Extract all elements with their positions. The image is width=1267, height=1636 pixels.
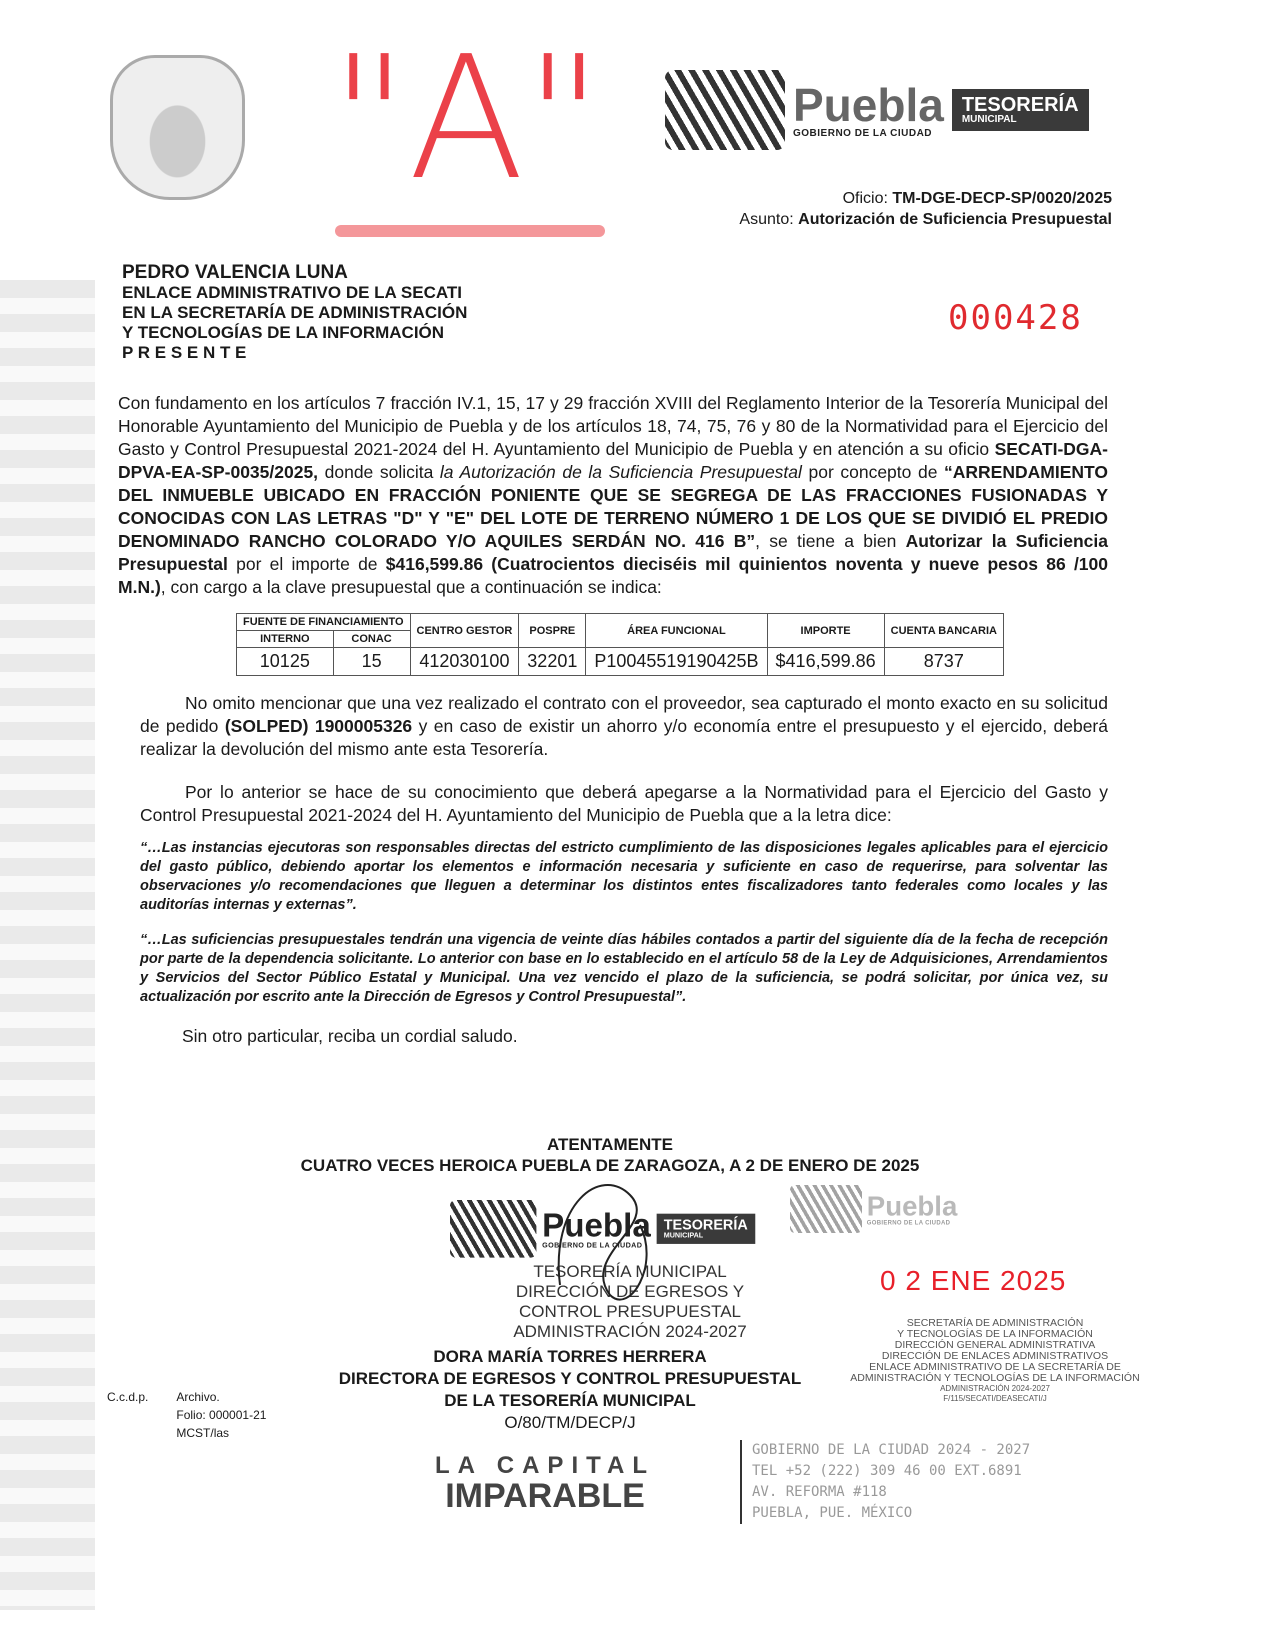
stamp-line: CONTROL PRESUPUESTAL: [519, 1302, 741, 1321]
td: 10125: [237, 648, 334, 676]
logo-sub: GOBIERNO DE LA CIUDAD: [542, 1241, 643, 1250]
secati-stamp-logo: [790, 1185, 957, 1233]
asunto: Autorización de Suficiencia Presupuestal: [798, 211, 1112, 228]
th: FUENTE DE FINANCIAMIENTO: [237, 614, 411, 631]
signer-title: DIRECTORA DE EGRESOS Y CONTROL PRESUPUESTAL: [338, 1369, 802, 1388]
paragraph-2: [140, 692, 1108, 761]
recipient-name: PEDRO VALENCIA LUNA: [122, 262, 348, 283]
stamp-line: Y TECNOLOGÍAS DE LA INFORMACIÓN: [897, 1328, 1093, 1340]
logo-text: Puebla: [793, 78, 944, 131]
oficio-ref: SECATI-DGA-DPVA-EA-SP-0035/2025,: [118, 439, 1108, 482]
handwritten-mark: "A": [330, 20, 603, 218]
contact-line: PUEBLA, PUE. MÉXICO: [752, 1505, 913, 1521]
text: Con fundamento en los artículos 7 fracción IV.1, 15, 17 y 29 fracción XVIII del Reglamento Interior de la Tesorería Municipal del Honorable Ayuntamiento del Municipio de Puebla y de los artículos 18, 74, 75, 76 y 80 de la Normatividad para el Ejercicio del Gasto y Control Presupuestal 2021-2024 del H. Ayuntamiento del Municipio de Puebla y en atención a su oficio: [118, 393, 1108, 459]
handwritten-signature: [540, 1165, 680, 1315]
logo-icon: [665, 70, 785, 150]
quote-2: “…Las suficiencias presupuestales tendrán una vigencia de veinte días hábiles contados a partir del siguiente día de la fecha de recepción por parte de la dependencia solicitante. Lo anterior con base en lo establecido en el artículo 58 de la Ley de Adquisiciones, Arrendamientos y Servicios del Sector Público Estatal y Municipal. Una vez vencido el plazo de la suficiencia, se podrá solicitar, por única vez, su actualización por escrito ante la Dirección de Egresos y Control Presupuestal”.: [140, 932, 1108, 1005]
recipient-line: Y TECNOLOGÍAS DE LA INFORMACIÓN: [122, 323, 445, 342]
table-row: [237, 648, 1004, 676]
contact-line: AV. REFORMA #118: [752, 1484, 887, 1500]
th: CUENTA BANCARIA: [884, 614, 1003, 648]
closing: Sin otro particular, reciba un cordial saludo.: [182, 1026, 518, 1046]
paragraph-1: [118, 392, 1108, 599]
place-date: CUATRO VECES HEROICA PUEBLA DE ZARAGOZA, A 2 DE ENERO DE 2025: [300, 1156, 920, 1175]
logo-text: Puebla: [542, 1206, 651, 1244]
oficio-block: [739, 188, 1112, 230]
text: y en caso de existir un ahorro y/o economía entre el presupuesto y el ejercido, deberá realizar la devolución del mismo ante esta Tesorería.: [140, 716, 1108, 759]
th: CENTRO GESTOR: [410, 614, 519, 648]
received-date-stamp: 0 2 ENE 2025: [880, 1265, 1067, 1296]
text: por el importe de: [227, 554, 386, 574]
signer: [200, 1346, 940, 1434]
th: CONAC: [333, 631, 410, 648]
recipient: [122, 263, 467, 363]
recipient-line: EN LA SECRETARÍA DE ADMINISTRACIÓN: [122, 303, 468, 322]
oficio-label: Oficio:: [842, 190, 888, 207]
td: $416,599.86: [767, 648, 884, 676]
logo-text: Puebla: [866, 1190, 958, 1222]
folio-number: 000428: [948, 298, 1083, 338]
stamp-line: ADMINISTRACIÓN 2024-2027: [513, 1322, 747, 1341]
puebla-tesoreria-logo: [665, 70, 1089, 150]
signer-name: DORA MARÍA TORRES HERRERA: [433, 1347, 707, 1366]
handwritten-underline: [335, 225, 605, 237]
stamp-line: SECRETARÍA DE ADMINISTRACIÓN: [906, 1317, 1084, 1329]
th: POSPRE: [519, 614, 586, 648]
slogan-line: LA CAPITAL: [435, 1452, 655, 1479]
text: donde solicita: [318, 462, 440, 482]
td: P10045519190425B: [586, 648, 767, 676]
budget-table: [236, 613, 1004, 676]
reference-code: O/80/TM/DECP/J: [504, 1413, 636, 1432]
atentamente: ATENTAMENTE: [547, 1135, 673, 1154]
tesoreria: TESORERÍA: [663, 1217, 748, 1234]
importe: $416,599.86 (Cuatrocientos dieciséis mil quinientos noventa y nueve pesos 86 /100 M.N.): [118, 554, 1108, 597]
oficio-number: TM-DGE-DECP-SP/0020/2025: [892, 190, 1112, 207]
text: la Autorización de la Suficiencia Presupuestal: [439, 462, 802, 482]
th: ÁREA FUNCIONAL: [586, 614, 767, 648]
stamp-line: ADMINISTRACIÓN Y TECNOLOGÍAS DE LA INFORMACIÓN: [850, 1372, 1140, 1384]
td: 32201: [519, 648, 586, 676]
asunto-label: Asunto:: [739, 211, 794, 228]
tesoreria: TESORERÍA: [961, 94, 1079, 116]
td: 15: [333, 648, 410, 676]
municipal: MUNICIPAL: [961, 114, 1017, 125]
signer-title: DE LA TESORERÍA MUNICIPAL: [444, 1391, 696, 1410]
contact-info: [740, 1440, 1030, 1524]
stamp-line: ENLACE ADMINISTRATIVO DE LA SECRETARÍA DE: [869, 1361, 1121, 1373]
text: , se tiene a bien: [755, 531, 906, 551]
logo-icon: [450, 1200, 536, 1258]
contact-line: TEL +52 (222) 309 46 00 EXT.6891: [752, 1463, 1022, 1479]
contact-line: GOBIERNO DE LA CIUDAD 2024 - 2027: [752, 1442, 1031, 1458]
quote-1: “…Las instancias ejecutoras son responsables directas del estricto cumplimiento de las disposiciones legales aplicables para el ejercicio del gasto público, debiendo aportar los elementos e información necesaria y suficiente en caso de requerirse, para solventar las observaciones y/o recomendaciones que lleguen a determinar los distintos entes fiscalizadores tanto federales como locales y las auditorías internas y externas”.: [140, 840, 1108, 913]
stamp-line: TESORERÍA MUNICIPAL: [533, 1262, 727, 1281]
logo-sub: GOBIERNO DE LA CIUDAD: [793, 127, 933, 139]
concepto: “ARRENDAMIENTO DEL INMUEBLE UBICADO EN FRACCIÓN PONIENTE QUE SE SEGREGA DE LAS FRACCIONES FUSIONADAS Y CONOCIDAS CON LAS LETRAS "D" Y "E" DEL LOTE DE TERRENO NÚMERO 1 DE LOS QUE SE DIVIDIÓ EL PREDIO DENOMINADO RANCHO COLORADO Y/O AQUILES SERDÁN NO. 416 B”: [118, 462, 1108, 551]
paragraph-3: Por lo anterior se hace de su conocimiento que deberá apegarse a la Normatividad para el Ejercicio del Gasto y Control Presupuestal 2021-2024 del H. Ayuntamiento del Municipio de Puebla que a la letra dice:: [140, 782, 1108, 825]
th: INTERNO: [237, 631, 334, 648]
stamp-line: DIRECCIÓN DE ENLACES ADMINISTRATIVOS: [881, 1350, 1109, 1362]
tesoreria-badge: [952, 89, 1089, 131]
municipal: MUNICIPAL: [663, 1231, 704, 1240]
ccp-line: Archivo.: [176, 1390, 220, 1404]
td: 8737: [884, 648, 1003, 676]
text: No omito mencionar que una vez realizado el contrato con el proveedor, sea capturado el monto exacto en su solicitud de pedido: [140, 693, 1108, 736]
stamp-line: DIRECCIÓN GENERAL ADMINISTRATIVA: [894, 1339, 1096, 1351]
th: IMPORTE: [767, 614, 884, 648]
ccp-line: MCST/las: [176, 1426, 230, 1440]
slogan: [435, 1452, 655, 1515]
stamp-line: DIRECCIÓN DE EGRESOS Y: [515, 1282, 745, 1301]
td: 412030100: [410, 648, 519, 676]
text: Autorizar la Suficiencia Presupuestal: [118, 531, 1108, 574]
presente: P R E S E N T E: [122, 343, 247, 362]
decorative-border: [0, 280, 95, 1610]
city-seal-logo: [110, 55, 245, 200]
logo-icon: [790, 1185, 862, 1233]
ccp-label: C.c.d.p.: [107, 1390, 149, 1404]
ccp-line: Folio: 000001-21: [176, 1408, 267, 1422]
recipient-line: ENLACE ADMINISTRATIVO DE LA SECATI: [122, 283, 462, 302]
slogan-line: IMPARABLE: [445, 1477, 645, 1515]
letter-body: [118, 392, 1108, 1048]
stamp-line: F/115/SECATI/DEASECATI/J: [943, 1394, 1047, 1403]
solped: (SOLPED) 1900005326: [224, 716, 413, 736]
stamp-line: ADMINISTRACIÓN 2024-2027: [940, 1384, 1050, 1393]
ccp-block: [107, 1388, 266, 1442]
text: por concepto de: [801, 462, 944, 482]
logo-sub: GOBIERNO DE LA CIUDAD: [866, 1219, 951, 1227]
text: , con cargo a la clave presupuestal que a continuación se indica:: [160, 577, 662, 597]
received-stamp: [845, 1318, 1145, 1404]
